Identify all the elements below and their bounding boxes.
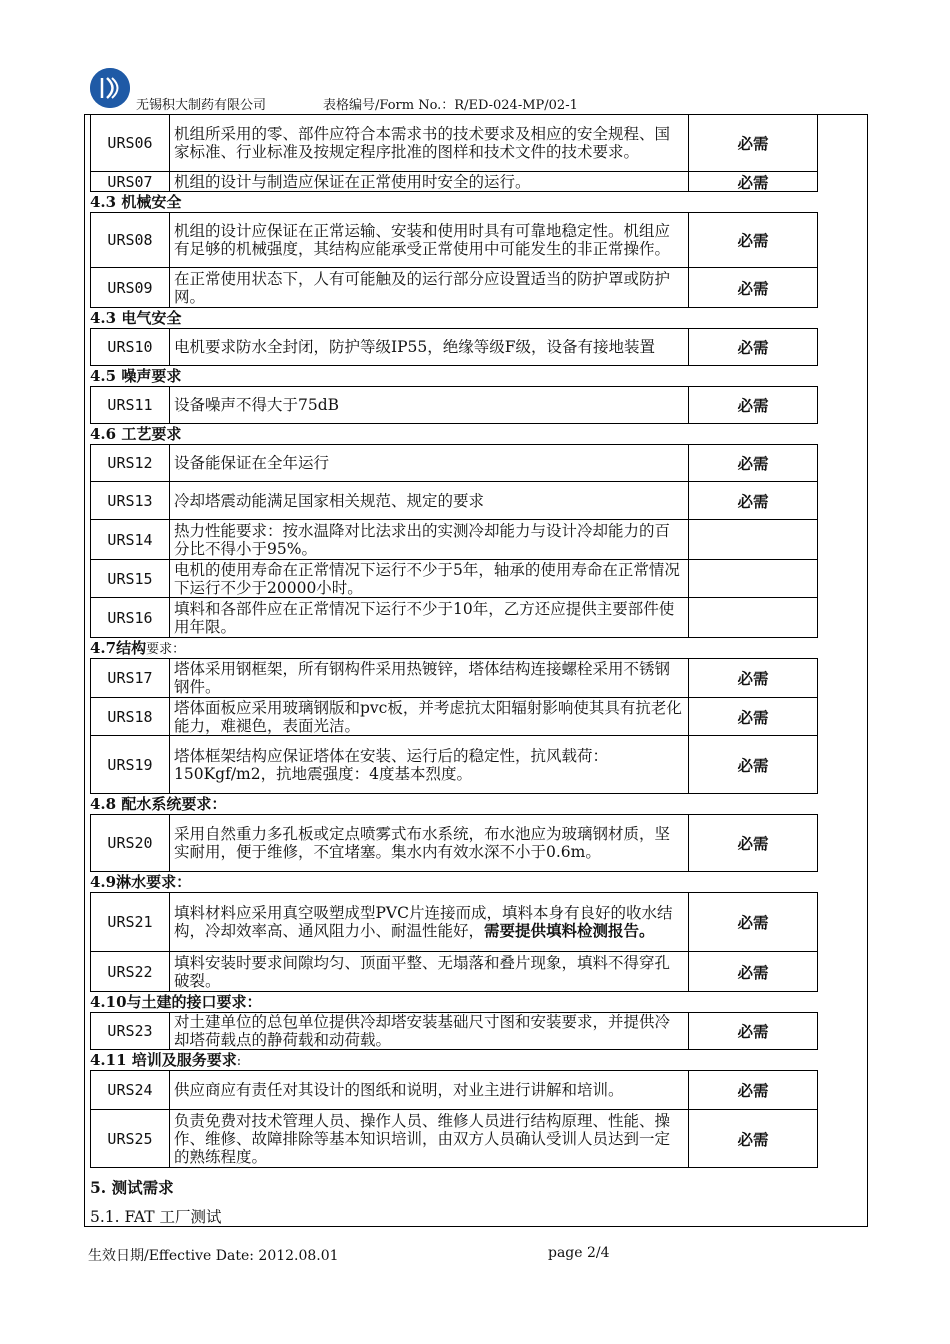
requirement-text xyxy=(170,893,689,951)
requirement-level: 必需 xyxy=(737,913,769,932)
requirement-level: 必需 xyxy=(737,231,769,250)
table-row xyxy=(90,1070,818,1110)
section-heading xyxy=(90,992,818,1012)
table-row xyxy=(90,268,818,308)
section-heading xyxy=(90,308,818,328)
requirement-level: 必需 xyxy=(737,134,769,153)
requirement-text-body: 填料材料应采用真空吸塑成型PVC片连接而成，填料本身有良好的收水结构，冷却效率高、通风阻力小、耐温性能好， xyxy=(174,904,673,940)
requirement-id: URS06 xyxy=(91,115,170,171)
requirement-level: 必需 xyxy=(737,755,769,775)
table-row xyxy=(90,1110,818,1168)
requirement-text-body: 负责免费对技术管理人员、操作人员、维修人员进行结构原理、性能、操作、维修、故障排除等基本知识培训，由双方人员确认受训人员达到一定的熟练程度。 xyxy=(174,1111,671,1166)
requirement-id: URS24 xyxy=(91,1071,170,1109)
section-heading xyxy=(90,638,818,658)
section-heading-text: 4.10与土建的接口要求： xyxy=(90,993,262,1011)
table-row xyxy=(90,114,818,172)
requirement-level: 必需 xyxy=(737,278,769,298)
requirement-text-body: 塔体面板应采用玻璃钢版和pvc板，并考虑抗太阳辐射影响使其具有抗老化能力，难褪色，表面光洁。 xyxy=(174,698,682,735)
table-row xyxy=(90,1012,818,1050)
requirement-text xyxy=(170,445,689,481)
requirement-text-body: 塔体采用钢框架，所有钢构件采用热镀锌，塔体结构连接螺栓采用不锈钢钢件。 xyxy=(174,660,671,696)
section-heading-text: 4.8 配水系统要求： xyxy=(90,795,227,813)
requirement-id: URS23 xyxy=(91,1013,170,1049)
table-row xyxy=(90,520,818,560)
table-row xyxy=(90,736,818,794)
table-row xyxy=(90,952,818,992)
requirement-level: 必需 xyxy=(737,669,769,688)
effective-date: 生效日期/Effective Date: 2012.08.01 xyxy=(88,1248,339,1264)
requirement-text xyxy=(170,172,689,191)
section-heading xyxy=(90,872,818,892)
requirement-text-emphasis: 需要提供填料检测报告。 xyxy=(484,921,655,940)
requirement-id: URS16 xyxy=(91,598,170,637)
requirement-text-body: 电机要求防水全封闭，防护等级IP55，绝缘等级F级，设备有接地装置 xyxy=(174,338,656,356)
requirement-text-body: 机组的设计与制造应保证在正常使用时安全的运行。 xyxy=(174,172,531,191)
requirement-text-body: 设备噪声不得大于75dB xyxy=(174,396,340,414)
table-row xyxy=(90,658,818,698)
requirement-level: 必需 xyxy=(737,1129,769,1149)
requirement-text xyxy=(170,698,689,735)
requirement-id: URS07 xyxy=(91,172,170,191)
requirement-id: URS15 xyxy=(91,560,170,597)
company-name: 无锡积大制药有限公司 xyxy=(136,98,267,113)
requirement-id: URS18 xyxy=(91,698,170,735)
requirement-text xyxy=(170,482,689,519)
section-heading-text: 4.3 机械安全 xyxy=(90,193,182,211)
requirement-level xyxy=(689,598,817,637)
requirement-level: 必需 xyxy=(737,172,769,192)
requirement-level: 必需 xyxy=(737,396,769,415)
requirement-text xyxy=(170,387,689,423)
requirement-text xyxy=(170,1013,689,1049)
section-heading-text: 4.3 电气安全 xyxy=(90,309,182,327)
table-row xyxy=(90,598,818,638)
requirement-text xyxy=(170,736,689,793)
requirement-level: 必需 xyxy=(737,1022,769,1041)
requirement-text-body: 电机的使用寿命在正常情况下运行不少于5年，轴承的使用寿命在正常情况下运行不少于20000小时。 xyxy=(174,560,680,597)
requirement-text-body: 采用自然重力多孔板或定点喷雾式布水系统，布水池应为玻璃钢材质，坚实耐用，便于维修，不宜堵塞。集水内有效水深不小于0.6m。 xyxy=(174,825,671,861)
table-row xyxy=(90,814,818,872)
requirement-level: 必需 xyxy=(737,491,769,511)
requirement-text xyxy=(170,213,689,267)
table-row xyxy=(90,482,818,520)
requirement-text xyxy=(170,268,689,307)
section-heading xyxy=(90,794,818,814)
section-heading-text: 4.6 工艺要求 xyxy=(90,425,182,443)
section-heading xyxy=(90,366,818,386)
table-row xyxy=(90,328,818,366)
requirement-text xyxy=(170,329,689,365)
requirement-level: 必需 xyxy=(737,338,769,357)
requirement-text-body: 在正常使用状态下，人有可能触及的运行部分应设置适当的防护罩或防护网。 xyxy=(174,269,671,306)
section-heading-text: 4.7结构 xyxy=(90,639,147,657)
requirement-text-body: 机组的设计应保证在正常运输、安装和使用时具有可靠地稳定性。机组应有足够的机械强度，其结构应能承受正常使用中可能发生的非正常操作。 xyxy=(174,222,671,258)
requirement-id: URS10 xyxy=(91,329,170,365)
requirement-id: URS25 xyxy=(91,1110,170,1167)
section-heading xyxy=(90,192,818,212)
requirement-id: URS09 xyxy=(91,268,170,307)
requirement-id: URS17 xyxy=(91,659,170,697)
requirement-text-body: 机组所采用的零、部件应符合本需求书的技术要求及相应的安全规程、国家标准、行业标准及按规定程序批准的图样和技术文件的技术要求。 xyxy=(174,125,671,161)
section-heading-suffix: : xyxy=(236,1054,242,1069)
page-header xyxy=(88,64,888,114)
table-row xyxy=(90,172,818,192)
requirement-level: 必需 xyxy=(737,707,769,727)
requirement-level xyxy=(689,560,817,597)
requirement-text xyxy=(170,598,689,637)
requirement-text-body: 设备能保证在全年运行 xyxy=(174,454,330,472)
requirement-id: URS08 xyxy=(91,213,170,267)
requirement-text xyxy=(170,520,689,559)
table-row xyxy=(90,386,818,424)
section-heading-text: 4.5 噪声要求 xyxy=(90,367,182,385)
section-5-1-heading: 5.1. FAT 工厂测试 xyxy=(90,1208,222,1226)
section-heading-text: 4.11 培训及服务要求 xyxy=(90,1051,237,1069)
requirement-id: URS21 xyxy=(91,893,170,951)
requirement-text-body: 塔体框架结构应保证塔体在安装、运行后的稳定性，抗风载荷：150Kgf/m2，抗地震强度：4度基本烈度。 xyxy=(174,746,609,783)
form-number: 表格编号/Form No.：R/ED-024-MP/02-1 xyxy=(323,98,578,113)
requirement-level: 必需 xyxy=(737,962,769,982)
requirement-id: URS19 xyxy=(91,736,170,793)
requirement-text-body: 热力性能要求：按水温降对比法求出的实测冷却能力与设计冷却能力的百分比不得小于95%。 xyxy=(174,521,671,558)
table-row xyxy=(90,444,818,482)
requirement-text-body: 填料和各部件应在正常情况下运行不少于10年，乙方还应提供主要部件使用年限。 xyxy=(174,599,675,636)
section-5-heading: 5. 测试需求 xyxy=(90,1178,174,1197)
requirement-id: URS12 xyxy=(91,445,170,481)
requirement-level xyxy=(689,520,817,559)
requirement-text xyxy=(170,952,689,991)
requirement-level: 必需 xyxy=(737,1081,769,1100)
requirement-text xyxy=(170,1110,689,1167)
requirement-text-body: 供应商应有责任对其设计的图纸和说明，对业主进行讲解和培训。 xyxy=(174,1081,624,1099)
requirement-id: URS22 xyxy=(91,952,170,991)
table-row xyxy=(90,212,818,268)
requirement-level: 必需 xyxy=(737,834,769,853)
requirement-id: URS14 xyxy=(91,520,170,559)
requirement-text xyxy=(170,1071,689,1109)
section-heading-suffix: 要求： xyxy=(146,642,186,657)
requirement-text-body: 冷却塔震动能满足国家相关规范、规定的要求 xyxy=(174,491,485,510)
section-heading-text: 4.9淋水要求： xyxy=(90,873,192,891)
section-heading xyxy=(90,1050,818,1070)
requirements-table xyxy=(90,114,818,1168)
table-row xyxy=(90,892,818,952)
requirement-id: URS13 xyxy=(91,482,170,519)
page-number: page 2/4 xyxy=(548,1245,610,1261)
requirement-text-body: 填料安装时要求间隙均匀、顶面平整、无塌落和叠片现象，填料不得穿孔破裂。 xyxy=(174,953,671,990)
company-logo-icon xyxy=(90,68,130,108)
requirement-text xyxy=(170,115,689,171)
table-row xyxy=(90,560,818,598)
requirement-id: URS11 xyxy=(91,387,170,423)
requirement-text xyxy=(170,659,689,697)
table-row xyxy=(90,698,818,736)
requirement-text-body: 对土建单位的总包单位提供冷却塔安装基础尺寸图和安装要求，并提供冷却塔荷载点的静荷载和动荷载。 xyxy=(174,1013,671,1049)
requirement-text xyxy=(170,815,689,871)
requirement-text xyxy=(170,560,689,597)
requirement-level: 必需 xyxy=(737,454,769,473)
requirement-id: URS20 xyxy=(91,815,170,871)
section-heading xyxy=(90,424,818,444)
